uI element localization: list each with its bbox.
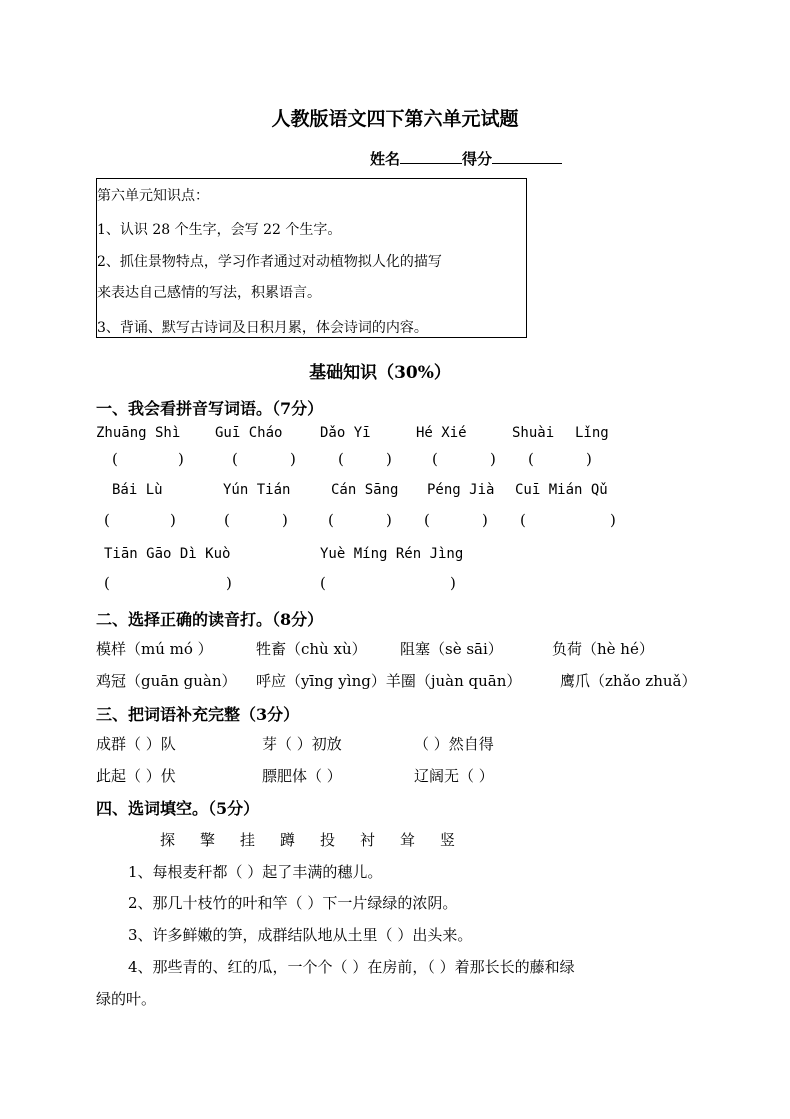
word-bank-item: 蹲: [280, 831, 296, 849]
choice-item: 鸡冠（guān guàn）: [96, 672, 237, 690]
section-heading: 基础知识（30%）: [309, 363, 451, 383]
page-title: 人教版语文四下第六单元试题: [271, 108, 519, 130]
knowledge-line: 来表达自己感情的写法，积累语言。: [97, 285, 321, 301]
q1-title: 一、我会看拼音写词语。（7分）: [96, 399, 324, 418]
knowledge-line: 2、抓住景物特点，学习作者通过对动植物拟人化的描写: [97, 254, 442, 270]
word-bank-item: 投: [320, 831, 336, 849]
answer-paren-open: (: [338, 450, 344, 468]
answer-paren-open: (: [104, 511, 110, 529]
knowledge-line: 3、背诵、默写古诗词及日积月累，体会诗词的内容。: [97, 320, 428, 336]
pinyin: Lǐng: [575, 425, 609, 441]
q3-title: 三、把词语补充完整（3分）: [96, 705, 300, 724]
name-blank[interactable]: [400, 148, 462, 164]
pinyin: Zhuāng Shì: [96, 425, 181, 441]
answer-paren-open: (: [424, 511, 430, 529]
knowledge-box: [96, 178, 527, 338]
answer-paren-open: (: [432, 450, 438, 468]
choice-item: 负荷（hè hé）: [552, 640, 654, 658]
pinyin: Cuī Mián Qǔ: [515, 482, 608, 498]
knowledge-line: 1、认识 28 个生字，会写 22 个生字。: [97, 222, 342, 238]
question-item: 2、那几十枝竹的叶和竿（ ）下一片绿绿的浓阴。: [128, 894, 458, 912]
answer-paren-open: (: [520, 511, 526, 529]
fill-item: 芽（ ）初放: [262, 735, 342, 753]
pinyin: Hé Xié: [416, 425, 467, 441]
word-bank-item: 挂: [240, 831, 256, 849]
choice-item: 呼应（yīng yìng）羊圈（juàn quān）: [256, 672, 522, 690]
pinyin: Dǎo Yī: [320, 425, 371, 441]
fill-item: 成群（ ）队: [96, 735, 176, 753]
pinyin: Yún Tián: [223, 482, 291, 498]
question-item: 1、每根麦秆都（ ）起了丰满的穗儿。: [128, 863, 383, 881]
fill-item: 膘肥体（ ）: [262, 767, 342, 785]
pinyin: Péng Jià: [427, 482, 495, 498]
answer-paren-close: ): [170, 511, 176, 529]
word-bank-item: 竖: [440, 831, 456, 849]
question-item: 3、许多鲜嫩的笋，成群结队地从土里（ ）出头来。: [128, 926, 473, 944]
answer-paren-close: ): [482, 511, 488, 529]
answer-paren-open: (: [224, 511, 230, 529]
fill-item: 此起（ ）伏: [96, 767, 176, 785]
answer-paren-open: (: [112, 450, 118, 468]
answer-paren-open: (: [104, 574, 110, 592]
word-bank-item: 衬: [360, 831, 376, 849]
score-blank[interactable]: [492, 148, 562, 164]
pinyin: Bái Lù: [112, 482, 163, 498]
answer-paren-close: ): [226, 574, 232, 592]
name-label: 姓名: [370, 150, 401, 168]
word-bank-item: 耸: [400, 831, 416, 849]
q2-title: 二、选择正确的读音打。（8分）: [96, 610, 324, 629]
choice-item: 模样（mú mó ）: [96, 640, 213, 658]
pinyin: Guī Cháo: [215, 425, 283, 441]
answer-paren-close: ): [610, 511, 616, 529]
answer-paren-close: ): [386, 511, 392, 529]
answer-paren-open: (: [328, 511, 334, 529]
answer-paren-open: (: [528, 450, 534, 468]
choice-item: 牲畜（chù xù）: [256, 640, 367, 658]
answer-paren-close: ): [282, 511, 288, 529]
name-score-line: [370, 148, 562, 169]
pinyin: Cán Sāng: [331, 482, 399, 498]
pinyin: Shuài: [512, 425, 555, 441]
choice-item: 鹰爪（zhǎo zhuǎ）: [560, 672, 697, 690]
score-label: 得分: [462, 150, 493, 168]
pinyin: Yuè Míng Rén Jìng: [320, 546, 464, 562]
word-bank-item: 探: [160, 831, 176, 849]
q4-title: 四、选词填空。（5分）: [96, 799, 260, 818]
answer-paren-open: (: [232, 450, 238, 468]
answer-paren-open: (: [320, 574, 326, 592]
answer-paren-close: ): [450, 574, 456, 592]
fill-item: （ ）然自得: [414, 735, 494, 753]
question-item-continued: 绿的叶。: [96, 990, 157, 1008]
question-item: 4、那些青的、红的瓜，一个个（ ）在房前，（ ）着那长长的藤和绿: [128, 958, 575, 976]
choice-item: 阻塞（sè sāi）: [400, 640, 503, 658]
fill-item: 辽阔无（ ）: [414, 767, 494, 785]
word-bank-item: 擎: [200, 831, 216, 849]
answer-paren-close: ): [178, 450, 184, 468]
answer-paren-close: ): [490, 450, 496, 468]
answer-paren-close: ): [290, 450, 296, 468]
answer-paren-close: ): [586, 450, 592, 468]
pinyin: Tiān Gāo Dì Kuò: [104, 546, 231, 562]
answer-paren-close: ): [386, 450, 392, 468]
knowledge-heading: 第六单元知识点：: [97, 188, 209, 204]
